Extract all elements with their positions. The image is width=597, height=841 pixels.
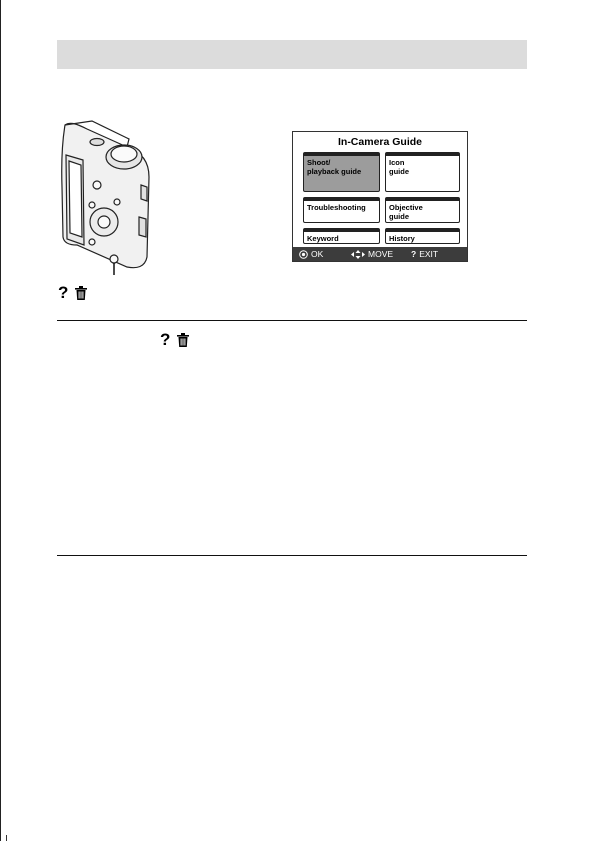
footer-ok-label: OK (311, 249, 324, 259)
page-edge-line (0, 0, 1, 841)
arrow-keys-icon (351, 250, 365, 259)
in-camera-guide-screen (292, 131, 468, 262)
footer-exit-label: EXIT (419, 249, 439, 259)
footer-move-label: MOVE (368, 249, 394, 259)
footer-ok (299, 249, 323, 259)
page-corner-mark (6, 835, 7, 841)
trash-icon (177, 333, 189, 347)
tile-troubleshooting[interactable]: Troubleshooting (303, 197, 380, 223)
question-mark-icon: ? (160, 330, 171, 349)
guide-title: In-Camera Guide (337, 136, 423, 148)
question-mark-icon: ? (411, 249, 417, 259)
tile-objective-guide[interactable]: Objective guide (385, 197, 460, 223)
tile-shoot-playback-guide[interactable]: Shoot/ playback guide (303, 152, 380, 192)
camera-button-caption (58, 284, 87, 301)
camera-illustration (57, 117, 157, 275)
section-divider-top (57, 320, 527, 321)
guide-footer-bar (293, 247, 467, 261)
tile-history[interactable]: History (385, 228, 460, 244)
section-header-bar (57, 40, 527, 69)
tile-keyword[interactable]: Keyword (303, 228, 380, 244)
tile-icon-guide[interactable]: Icon guide (385, 152, 460, 192)
section-divider-bottom (57, 555, 527, 556)
section-button-icons (160, 331, 189, 348)
trash-icon (75, 286, 87, 300)
footer-exit (411, 249, 438, 259)
question-mark-icon: ? (58, 283, 69, 302)
footer-move (351, 249, 393, 259)
center-button-icon (299, 250, 308, 259)
